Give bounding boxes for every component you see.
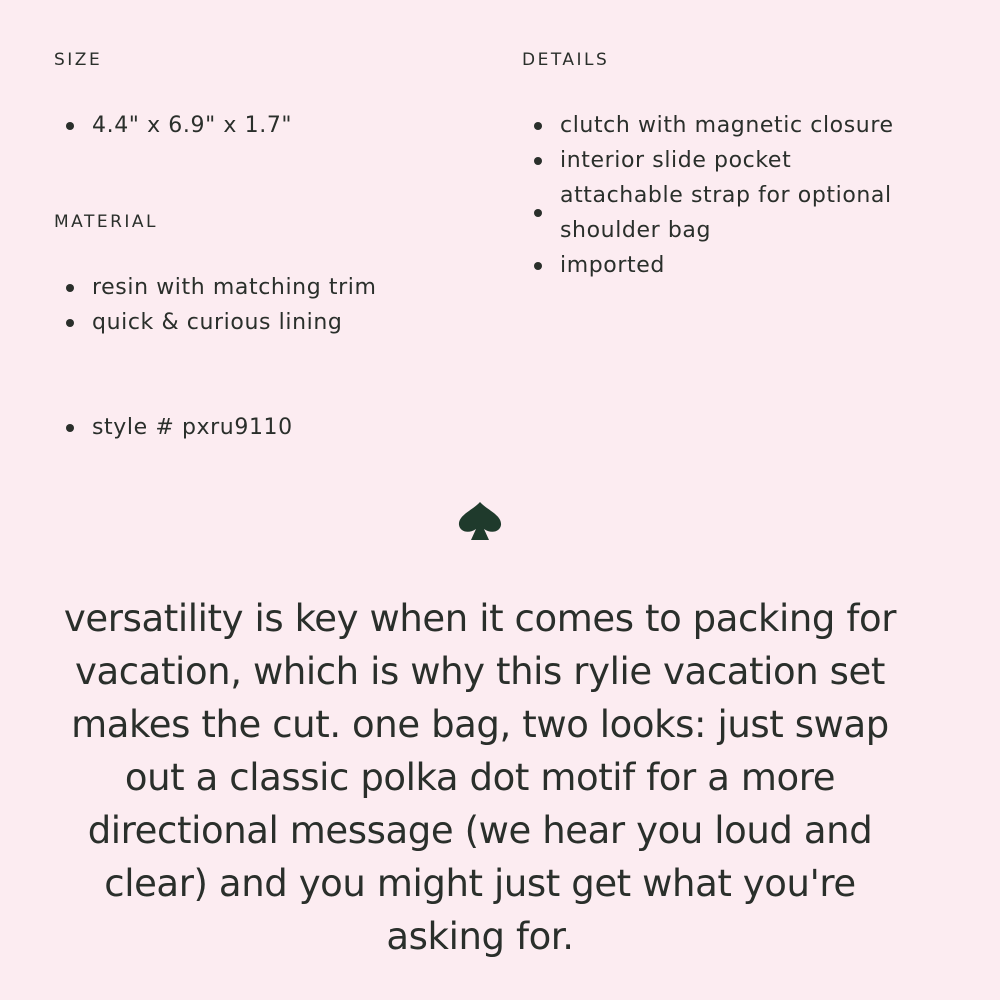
details-heading: DETAILS [522, 50, 610, 70]
size-list [62, 108, 482, 143]
material-list [62, 270, 482, 340]
details-item: attachable strap for optional shoulder bag [530, 178, 930, 248]
style-list [62, 410, 482, 445]
details-item: clutch with magnetic closure [530, 108, 930, 143]
details-item: interior slide pocket [530, 143, 930, 178]
size-heading: SIZE [54, 50, 103, 70]
details-list [530, 108, 930, 283]
material-item: quick & curious lining [62, 305, 482, 340]
size-item: 4.4" x 6.9" x 1.7" [62, 108, 482, 143]
material-heading: MATERIAL [54, 212, 159, 232]
material-item: resin with matching trim [62, 270, 482, 305]
product-description: versatility is key when it comes to packing for vacation, which is why this rylie vacation set makes the cut. one bag, two looks: just swap out a classic polka dot motif for a more directional message (we hear you loud and clear) and you might just get what you're asking for. [63, 597, 897, 958]
details-item: imported [530, 248, 930, 283]
style-number: style # pxru9110 [62, 410, 482, 445]
spade-icon [457, 500, 503, 542]
